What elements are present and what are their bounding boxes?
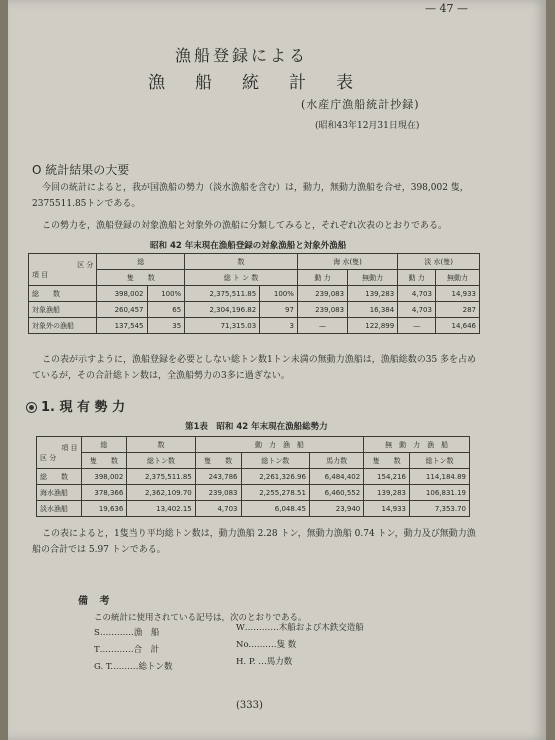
paragraph-1: 今回の統計によると，我が国漁船の勢力（淡水漁船を含む）は，動力，無動力漁船を合せ，398,002 隻，2375511.85トンである。 xyxy=(32,183,469,209)
header-cell: 馬力数 xyxy=(309,453,363,469)
table-row: 対象漁船 260,457 65 2,304,196.82 97 239,083 16,384 4,703 287 xyxy=(29,302,480,318)
header-cell: 区 分 項 目 xyxy=(29,254,97,286)
paragraph-3: この表が示すように，漁船登録を必要としない総トン数1トン未満の無動力漁船は，漁船総数の35 多を占めているが，その合計総トン数は，全漁船勢力の3多に過ぎない。 xyxy=(32,355,477,381)
paragraph-2: この勢力を，漁船登録の対象漁船と対象外の漁船に分類してみると，それぞれ次表のとおりである。 xyxy=(42,221,448,231)
header-cell: 動 力 xyxy=(398,270,436,286)
title-line1: 漁船登録による xyxy=(175,46,309,65)
header-cell: 無 動 力 漁 船 xyxy=(364,437,470,453)
notes-intro: この統計に使用されている記号は，次のとおりである。 xyxy=(94,613,307,623)
section-heading-current-strength: 1. 現 有 勢 力 xyxy=(26,396,125,415)
header-cell: 総 xyxy=(81,437,127,453)
document-page xyxy=(8,0,546,740)
section-heading-summary: O 統計結果の大要 xyxy=(32,163,130,177)
header-cell: 総トン数 xyxy=(127,453,195,469)
header-cell: 総トン数 xyxy=(241,453,309,469)
footer-page-number: (333) xyxy=(236,700,263,711)
header-cell: 無動力 xyxy=(435,270,479,286)
table-row: 総 数 398,002 100% 2,375,511.85 100% 239,083 139,283 4,703 14,933 xyxy=(29,286,480,302)
header-cell: 隻 数 xyxy=(364,453,410,469)
header-cell: 総 ト ン 数 xyxy=(185,270,298,286)
table-row: 海水漁船 378,366 2,362,109.70 239,083 2,255,278.51 6,460,552 139,283 106,831.19 xyxy=(37,485,470,501)
table-row: 対象外の漁船 137,545 35 71,315.03 3 — 122,899 — 14,646 xyxy=(29,318,480,334)
legend-gt: G. T.………総トン数 xyxy=(94,662,173,672)
paragraph-4: この表によると，1隻当り平均総トン数は，動力漁船 2.28 トン，無動力漁船 0.74 トン，動力及び無動力漁船の合計では 5.97 トンである。 xyxy=(32,529,476,555)
title-line2: 漁船統計表 xyxy=(148,73,383,93)
title-date: (昭和43年12月31日現在) xyxy=(315,121,420,131)
legend-t: T…………合 計 xyxy=(94,645,160,655)
header-cell: 動 力 xyxy=(297,270,347,286)
header-cell: 数 xyxy=(185,254,298,270)
table-target-vessels xyxy=(28,253,480,334)
header-cell: 淡 水(隻) xyxy=(398,254,480,270)
header-cell: 無動力 xyxy=(348,270,398,286)
table2-caption: 第1表 昭和 42 年末現在漁船総勢力 xyxy=(185,422,328,432)
table1-caption: 昭和 42 年末現在漁船登録の対象漁船と対象外漁船 xyxy=(150,241,347,251)
legend-s: S…………漁 船 xyxy=(94,628,160,638)
legend-hp: H. P. …馬力数 xyxy=(236,657,293,667)
header-cell: 総トン数 xyxy=(410,453,470,469)
header-cell: 隻 数 xyxy=(195,453,241,469)
header-cell: 隻 数 xyxy=(97,270,185,286)
page-number: — 47 — xyxy=(425,2,468,15)
header-cell: 隻 数 xyxy=(81,453,127,469)
table-row: 淡水漁船 19,636 13,402.15 4,703 6,048.45 23,940 14,933 7,353.70 xyxy=(37,501,470,517)
bullet-icon xyxy=(26,402,37,413)
header-cell: 海 水(隻) xyxy=(297,254,397,270)
header-cell: 総 xyxy=(97,254,185,270)
table-total-strength xyxy=(36,436,470,517)
title-source: (水産庁漁船統計抄録) xyxy=(301,98,420,111)
header-cell: 数 xyxy=(127,437,195,453)
legend-w: W…………木船および木鉄交造船 xyxy=(236,623,364,633)
legend-no: No.………隻 数 xyxy=(236,640,297,650)
notes-heading: 備 考 xyxy=(78,596,114,607)
table-row: 総 数 398,002 2,375,511.85 243,786 2,261,326.96 6,484,402 154,216 114,184.89 xyxy=(37,469,470,485)
header-cell: 動 力 漁 船 xyxy=(195,437,363,453)
header-cell: 項 目 区 分 xyxy=(37,437,82,469)
